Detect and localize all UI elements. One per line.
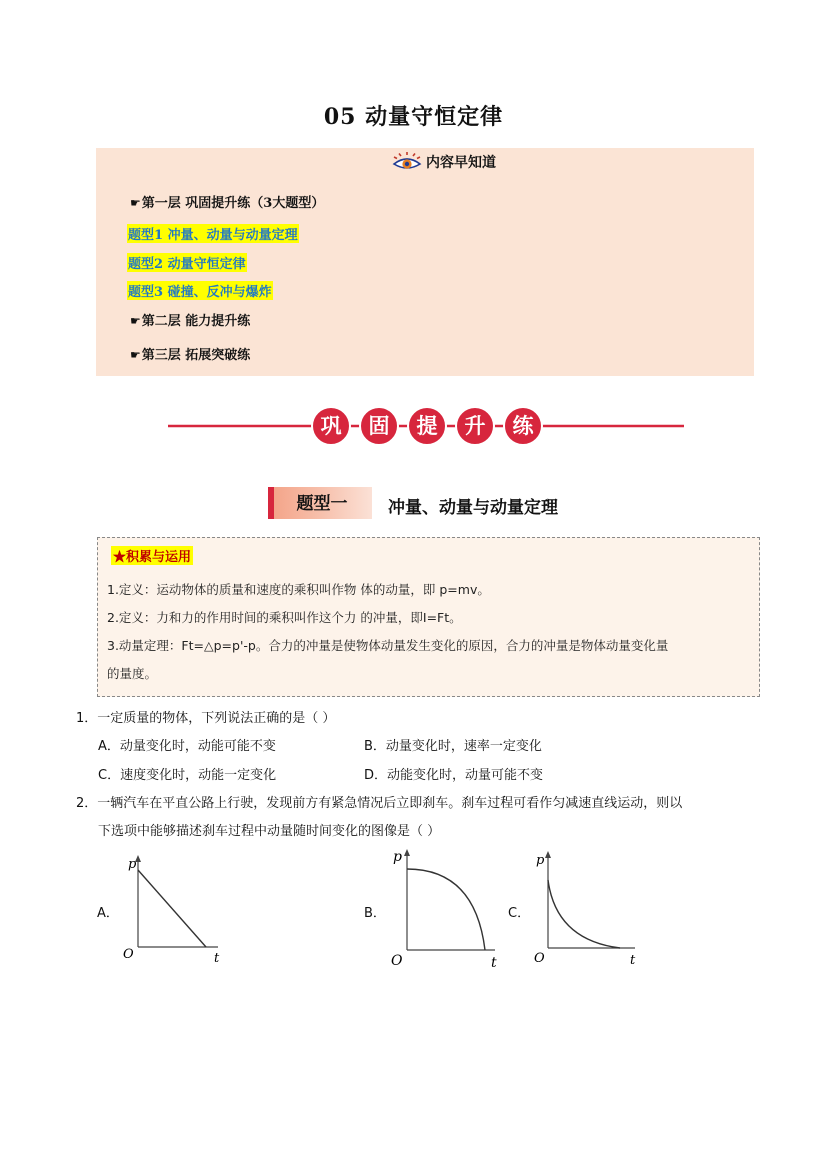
toc-layer-1-label: 第一层 巩固提升练（3大题型） <box>141 196 325 211</box>
question-1-option-b[interactable]: B．动量变化时，速率一定变化 <box>364 739 542 754</box>
section-tag-shape <box>268 487 372 519</box>
graph-c-x-label: t <box>630 953 636 968</box>
toc-layer-1[interactable] <box>130 192 324 211</box>
section-banner <box>168 404 684 448</box>
graph-b-y-label: p <box>393 849 402 865</box>
graph-a[interactable] <box>118 852 228 967</box>
toc-layer-3[interactable] <box>130 344 250 363</box>
question-2-option-c[interactable]: C． <box>508 906 531 921</box>
graph-b[interactable] <box>385 845 505 970</box>
knowledge-line: 3.动量定理：Ft=△p=p'-p。合力的冲量是使物体动量发生变化的原因，合力的冲量是物体动量变化量 <box>107 638 669 653</box>
graph-c-y-label: p <box>536 853 545 868</box>
question-1-option-d[interactable]: D．动能变化时，动量可能不变 <box>364 768 544 783</box>
question-2-option-a[interactable]: A． <box>97 906 119 921</box>
graph-a-curve <box>138 870 206 947</box>
toc-header-label: 内容早知道 <box>426 155 496 171</box>
toc-type-1[interactable]: 题型1 冲量、动量与动量定理 <box>127 224 299 243</box>
toc-header <box>392 151 496 173</box>
question-1-stem: 1．一定质量的物体，下列说法正确的是（ ） <box>76 711 336 726</box>
knowledge-line: 1.定义：运动物体的质量和速度的乘积叫作物 体的动量，即 p=mv。 <box>107 582 490 597</box>
question-1-option-a[interactable]: A．动量变化时，动能可能不变 <box>98 739 276 754</box>
banner-char: 升 <box>464 414 486 438</box>
graph-c-curve <box>548 880 620 948</box>
question-2-option-b[interactable]: B． <box>364 906 386 921</box>
knowledge-line: 2.定义：力和力的作用时间的乘积叫作这个力 的冲量，即I=Ft。 <box>107 610 462 625</box>
graph-a-x-label: t <box>214 951 220 966</box>
banner-char: 固 <box>368 414 390 438</box>
graph-b-curve <box>407 869 485 950</box>
eye-icon <box>392 151 422 173</box>
graph-b-x-label: t <box>491 955 497 970</box>
graph-b-origin: O <box>391 953 403 969</box>
banner-char: 练 <box>512 414 534 438</box>
question-2-stem-line-1: 2．一辆汽车在平直公路上行驶，发现前方有紧急情况后立即刹车。刹车过程可看作匀减速直线运动，则以 <box>76 796 683 811</box>
toc-layer-2[interactable] <box>130 310 250 329</box>
graph-c-y-arrow <box>545 851 551 858</box>
toc-type-2[interactable]: 题型2 动量守恒定律 <box>127 253 247 272</box>
section-tag-text: 题型一 <box>296 494 348 514</box>
question-1-option-c[interactable]: C．速度变化时，动能一定变化 <box>98 768 277 783</box>
graph-c[interactable] <box>530 848 645 968</box>
knowledge-title: ★积累与运用 <box>111 546 193 565</box>
question-2-stem-line-2: 下选项中能够描述刹车过程中动量随时间变化的图像是（ ） <box>98 824 441 839</box>
hand-pointer-icon: ☛ <box>130 196 141 210</box>
toc-type-3[interactable]: 题型3 碰撞、反冲与爆炸 <box>127 281 273 300</box>
graph-a-origin: O <box>123 947 134 962</box>
hand-pointer-icon: ☛ <box>130 348 141 362</box>
toc-layer-3-label: 第三层 拓展突破练 <box>141 348 251 363</box>
hand-pointer-icon: ☛ <box>130 314 141 328</box>
graph-b-y-arrow <box>404 849 410 856</box>
knowledge-line: 的量度。 <box>107 666 158 681</box>
toc-layer-2-label: 第二层 能力提升练 <box>141 314 251 329</box>
section-title: 冲量、动量与动量定理 <box>388 498 558 518</box>
graph-a-y-label: p <box>128 857 137 872</box>
graph-c-origin: O <box>534 951 545 966</box>
banner-char: 提 <box>416 414 438 438</box>
document-title: 05 动量守恒定律 <box>323 104 504 130</box>
banner-char: 巩 <box>320 414 342 438</box>
